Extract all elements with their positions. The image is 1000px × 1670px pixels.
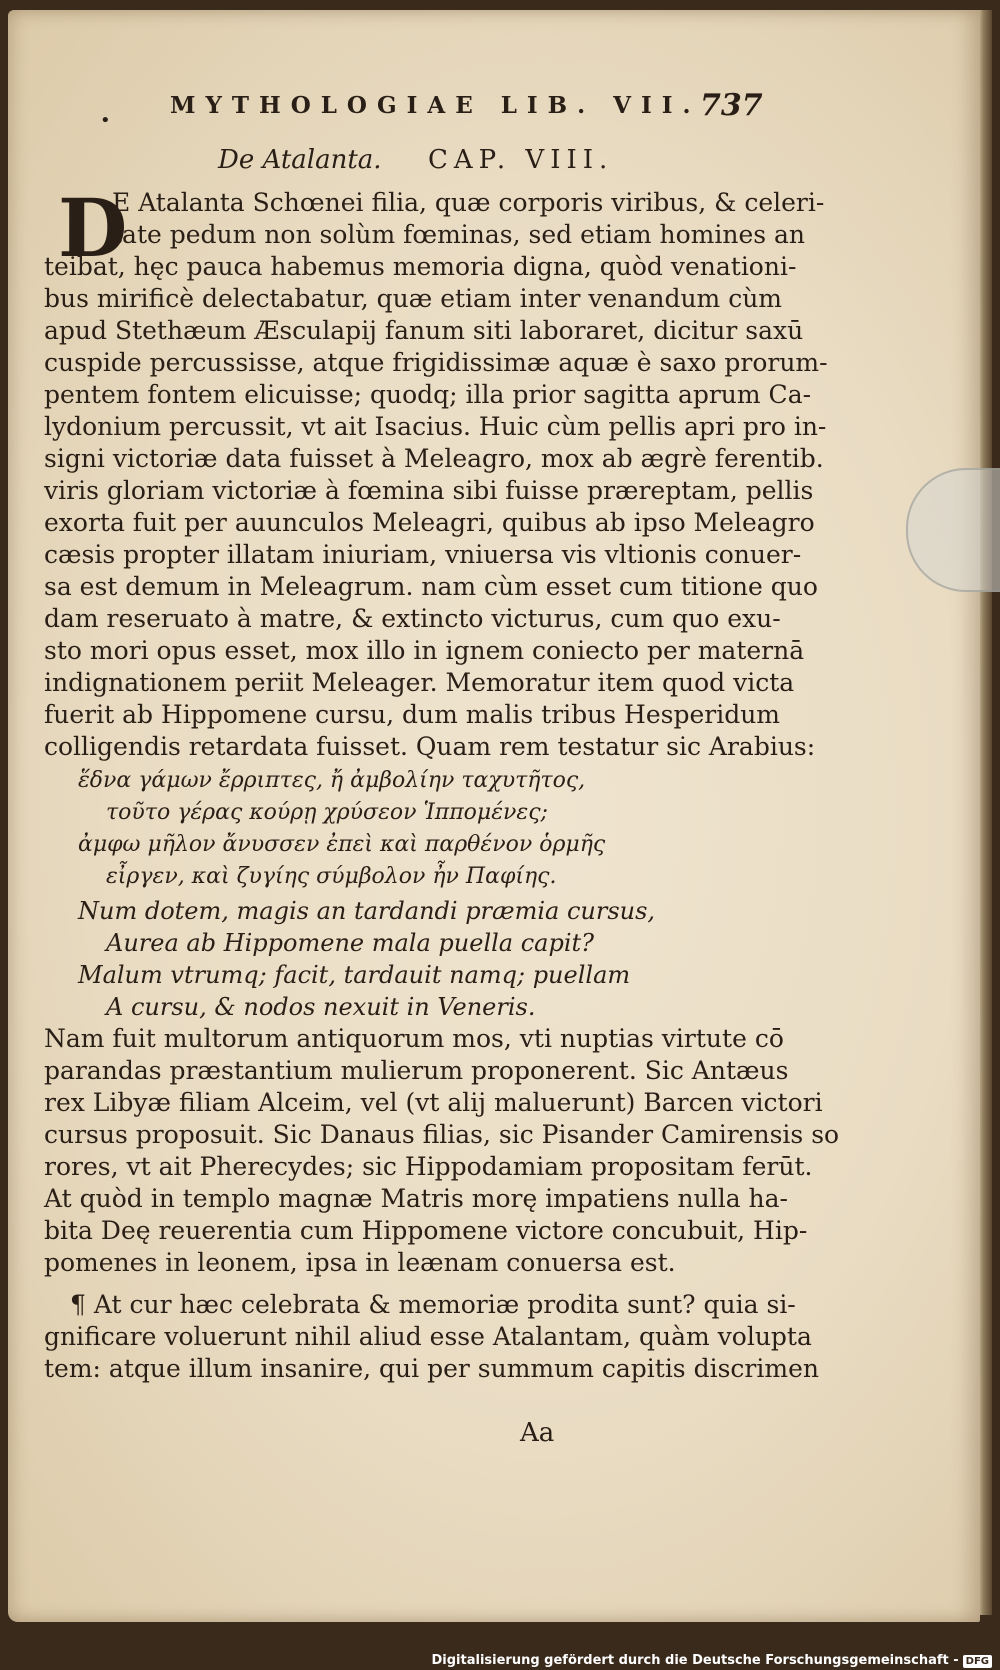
text-line: sto mori opus esset, mox illo in ignem coniecto per maternā: [44, 636, 805, 665]
latin-verse-line: Aurea ab Hippomene mala puella capit?: [106, 929, 595, 957]
book-page-edge: [978, 10, 992, 1615]
text-line: indignationem periit Meleager. Memoratur item quod victa: [44, 668, 795, 697]
text-line: lydonium percussit, vt ait Isacius. Huic cùm pellis apri pro in-: [44, 412, 827, 441]
text-line: viris gloriam victoriæ à fœmina sibi fuisse præreptam, pellis: [44, 476, 814, 505]
running-head-mark: •: [100, 110, 111, 131]
text-line: apud Stethæum Æsculapij fanum siti laboraret, dicitur saxū: [44, 316, 804, 345]
greek-verse-line: ἕδνα γάμων ἔρριπτες, ἤ ἀμβολίην ταχυτῆτος,: [78, 768, 586, 793]
text-line: cæsis propter illatam iniuriam, vniuersa vis vltionis conuer-: [44, 540, 802, 569]
greek-verse-line: εἶργεν, καὶ ζυγίης σύμβολον ἦν Παφίης.: [106, 864, 557, 889]
credit-text: Digitalisierung gefördert durch die Deutsche Forschungsgemeinschaft -: [431, 1653, 959, 1668]
text-line: dam reseruato à matre, & extincto victurus, cum quo exu-: [44, 604, 781, 633]
text-line: ¶ At cur hæc celebrata & memoriæ prodita sunt? quia si-: [70, 1290, 796, 1319]
text-line: gnificare voluerunt nihil aliud esse Atalantam, quàm volupta: [44, 1322, 812, 1351]
greek-verse-line: ἀμφω μῆλον ἄνυσσεν ἐπεὶ καὶ παρθένον ὁρμῆς: [78, 832, 606, 857]
latin-verse-line: Num dotem, magis an tardandi præmia cursus,: [78, 897, 656, 925]
text-line: colligendis retardata fuisset. Quam rem testatur sic Arabius:: [44, 732, 816, 761]
dfg-logo: DFG: [963, 1655, 992, 1668]
running-head: MYTHOLOGIAE LIB. VII.: [170, 92, 701, 119]
page-number: 737: [700, 88, 763, 123]
text-line: E Atalanta Schœnei filia, quæ corporis viribus, & celeri-: [112, 188, 825, 217]
digitization-credit: [432, 1653, 993, 1668]
text-line: exorta fuit per auunculos Meleagri, quibus ab ipso Meleagro: [44, 508, 815, 537]
latin-verse-line: A cursu, & nodos nexuit in Veneris.: [106, 993, 536, 1021]
text-line: tate pedum non solùm fœminas, sed etiam homines an: [112, 220, 806, 249]
chapter-title: De Atalanta.: [218, 145, 382, 175]
text-line: sa est demum in Meleagrum. nam cùm esset cum titione quo: [44, 572, 818, 601]
text-line: fuerit ab Hippomene cursu, dum malis tribus Hesperidum: [44, 700, 781, 729]
text-line: rex Libyæ filiam Alceim, vel (vt alij maluerunt) Barcen victori: [44, 1088, 823, 1117]
text-line: Nam fuit multorum antiquorum mos, vti nuptias virtute cō: [44, 1024, 784, 1053]
latin-verse-line: Malum vtrumq; facit, tardauit namq; puellam: [78, 961, 631, 989]
text-line: pentem fontem elicuisse; quodq; illa prior sagitta aprum Ca-: [44, 380, 812, 409]
text-line: tem: atque illum insanire, qui per summum capitis discrimen: [44, 1354, 819, 1383]
text-line: parandas præstantium mulierum proponerent. Sic Antæus: [44, 1056, 789, 1085]
text-line: cuspide percussisse, atque frigidissimæ aquæ è saxo prorum-: [44, 348, 828, 377]
text-line: cursus proposuit. Sic Danaus filias, sic Pisander Camirensis so: [44, 1120, 840, 1149]
text-line: signi victoriæ data fuisset à Meleagro, mox ab ægrè ferentib.: [44, 444, 824, 473]
drop-capital: D: [58, 181, 128, 275]
catchword: Aa: [520, 1418, 555, 1448]
text-line: At quòd in templo magnæ Matris morę impatiens nulla ha-: [44, 1184, 789, 1213]
text-line: bus mirificè delectabatur, quæ etiam inter venandum cùm: [44, 284, 783, 313]
text-line: pomenes in leonem, ipsa in leænam conuersa est.: [44, 1248, 676, 1277]
text-line: rores, vt ait Pherecydes; sic Hippodamiam propositam ferūt.: [44, 1152, 813, 1181]
text-line: teibat, hęc pauca habemus memoria digna, quòd venationi-: [44, 252, 797, 281]
greek-verse-line: τοῦτο γέρας κούρῃ χρύσεον Ἱππομένες;: [106, 800, 548, 825]
chapter-number: CAP. VIII.: [428, 145, 614, 175]
text-line: bita Deę reuerentia cum Hippomene victore concubuit, Hip-: [44, 1216, 808, 1245]
